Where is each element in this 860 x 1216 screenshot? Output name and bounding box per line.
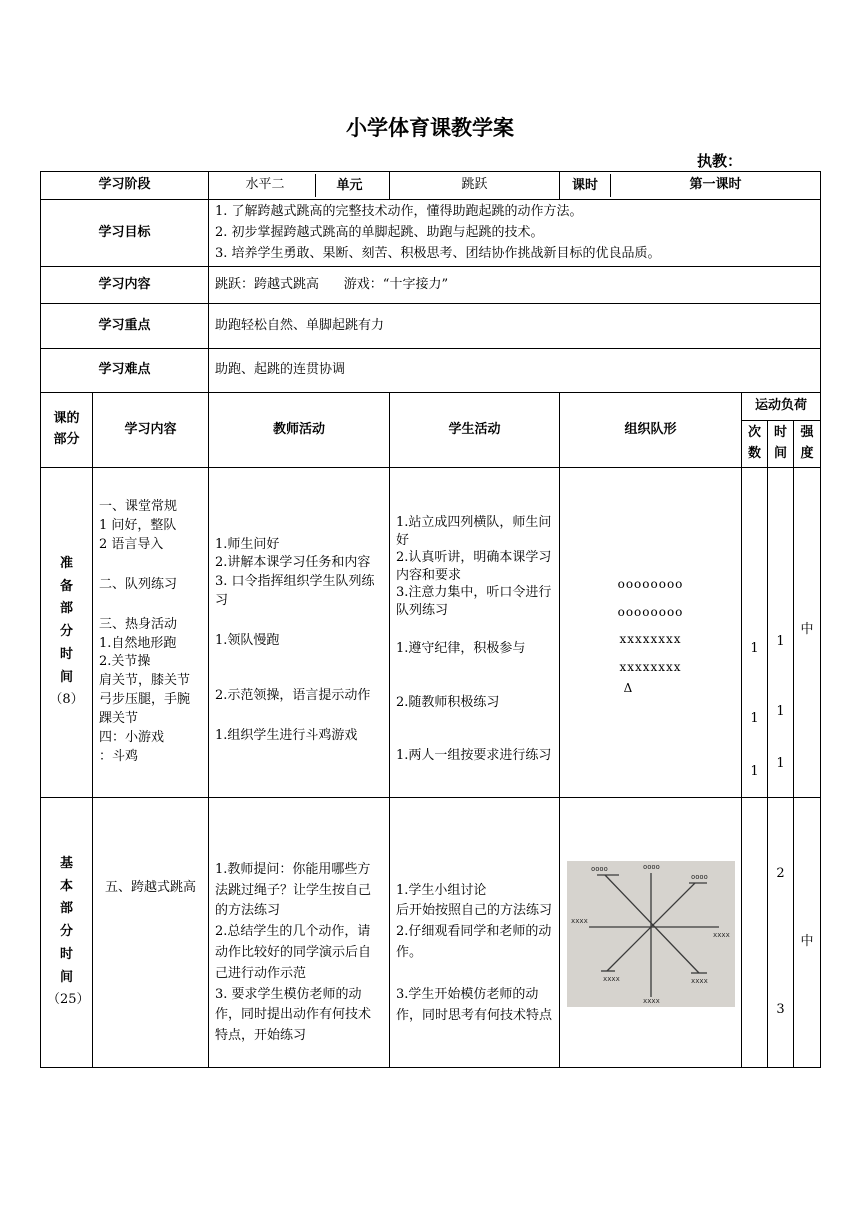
prep-teacher-line: 1.领队慢跑 — [215, 632, 280, 648]
prep-teacher-line: 1.师生问好 — [215, 536, 280, 552]
objectives-row — [41, 200, 821, 267]
count-header-line: 次 — [748, 425, 762, 441]
prep-student-line: 1.遵守纪律，积极参与 — [396, 641, 526, 657]
prep-time: 1 — [776, 704, 785, 720]
time-header — [768, 421, 794, 468]
prep-teacher-line: 3. 口令指挥组织学生队列练习 — [215, 574, 375, 609]
formation-diagram-photo — [567, 861, 735, 1007]
prep-content-line: 四：小游戏 — [99, 729, 165, 745]
basic-intensity — [794, 797, 821, 1067]
load-header: 运动负荷 — [742, 393, 821, 421]
teacher-header: 教师活动 — [209, 393, 390, 468]
prep-teacher-line: 1.组织学生进行斗鸡游戏 — [215, 727, 358, 743]
unit-label: 单元 — [315, 174, 383, 197]
formation-row: oooooooo — [617, 577, 684, 592]
basic-formation — [560, 797, 742, 1067]
basic-row — [41, 797, 821, 1067]
prep-student-line: 3.注意力集中，听口令进行队列练习 — [396, 585, 552, 618]
prep-part-char: 准 — [59, 555, 73, 571]
basic-teacher — [209, 797, 390, 1067]
prep-content — [93, 467, 209, 797]
diagram-label: xxxx — [570, 917, 588, 926]
stage-label: 学习阶段 — [41, 172, 209, 200]
prep-formation — [560, 467, 742, 797]
intensity-header — [794, 421, 821, 468]
formation-row: oooooooo — [617, 604, 684, 619]
prep-times — [768, 467, 794, 797]
basic-counts — [742, 797, 768, 1067]
basic-part-char: 部 — [59, 901, 73, 917]
prep-content-line: 1 问好，整队 — [99, 518, 177, 534]
diagram-label: xxxx — [642, 997, 660, 1006]
formation-row: xxxxxxxx — [619, 632, 682, 647]
prep-content-line: 2.关节操 — [99, 654, 151, 670]
prep-part-char: 间 — [59, 669, 73, 685]
basic-teacher-line: 1.教师提问：你能用哪些方法跳过绳子？让学生按自己的方法练习 — [215, 861, 372, 919]
prep-count: 1 — [750, 641, 759, 657]
objectives-list — [209, 200, 821, 267]
period-value: 第一课时 — [689, 177, 742, 193]
prep-student-line: 2.随教师积极练习 — [396, 694, 500, 710]
objective-item: 1. 了解跨越式跳高的完整技术动作，懂得助跑起跳的动作方法。 — [215, 204, 583, 219]
key-points-value: 助跑轻松自然、单脚起跳有力 — [209, 304, 821, 349]
prep-content-line: 二、队列练习 — [99, 576, 178, 592]
diagram-label: oooo — [642, 863, 660, 872]
prep-student-line: 1.站立成四列横队，师生问好 — [396, 515, 552, 548]
content-label: 学习内容 — [41, 267, 209, 304]
objective-item: 2. 初步掌握跨越式跳高的单脚起跳、助跑与起跳的技术。 — [215, 224, 544, 240]
page-title: 小学体育课教学案 — [346, 116, 514, 140]
basic-student-line: 3.学生开始模仿老师的动作，同时思考有何技术特点 — [396, 986, 553, 1023]
diagram-label: xxxx — [690, 977, 708, 986]
difficulties-label: 学习难点 — [41, 349, 209, 393]
basic-part-char: 间 — [59, 969, 73, 985]
prep-content-line: 一、课堂常规 — [99, 499, 178, 515]
teacher-label: 执教： — [696, 152, 742, 170]
stage-value-text: 水平二 — [245, 177, 285, 193]
basic-time: 2 — [776, 866, 785, 882]
prep-intensity — [794, 467, 821, 797]
prep-counts — [742, 467, 768, 797]
basic-content: 五、跨越式跳高 — [93, 797, 209, 1067]
prep-teacher-line: 2.讲解本课学习任务和内容 — [215, 555, 371, 571]
content-row — [41, 267, 821, 304]
prep-count: 1 — [750, 764, 759, 780]
prep-part-char: 部 — [59, 601, 73, 617]
period-label: 课时 — [560, 174, 611, 197]
prep-content-line: 三、热身活动 — [99, 616, 178, 632]
formation-teacher-mark: Δ — [623, 680, 634, 695]
objectives-label: 学习目标 — [41, 200, 209, 267]
basic-part-char: 本 — [59, 878, 73, 894]
key-points-label: 学习重点 — [41, 304, 209, 349]
cross-relay-diagram — [567, 861, 735, 1007]
prep-part-char: 时 — [59, 646, 73, 662]
diagram-label: xxxx — [602, 975, 620, 984]
basic-part-time: （25） — [47, 992, 90, 1008]
basic-teacher-line: 3. 要求学生模仿老师的动作，同时提出动作有何技术特点，开始练习 — [215, 986, 372, 1044]
prep-row — [41, 467, 821, 797]
prep-content-line: 肩关节，膝关节弓步压腿，手腕踝关节 — [99, 673, 191, 727]
count-header — [742, 421, 768, 468]
prep-content-line: 1.自然地形跑 — [99, 635, 177, 651]
diagram-label: oooo — [590, 865, 608, 874]
basic-teacher-line: 2.总结学生的几个动作，请动作比较好的同学演示后自己进行动作示范 — [215, 924, 372, 981]
part-header-line: 课的 — [53, 411, 80, 427]
intensity-header-line: 度 — [800, 446, 814, 462]
lesson-plan-table — [40, 171, 821, 1068]
basic-student-line: 2.仔细观看同学和老师的动作。 — [396, 924, 552, 960]
prep-part-char: 备 — [59, 578, 73, 594]
objective-item: 3. 培养学生勇敢、果断、刻苦、积极思考、团结协作挑战新目标的优良品质。 — [215, 245, 661, 261]
time-header-line: 时 — [774, 425, 788, 441]
header-row — [41, 172, 821, 200]
difficulties-value: 助跑、起跳的连贯协调 — [209, 349, 821, 393]
difficulties-row — [41, 349, 821, 393]
prep-teacher-line: 2.示范领操，语言提示动作 — [215, 687, 371, 703]
prep-time: 1 — [776, 756, 785, 772]
content-value: 跳跃：跨越式跳高 游戏：“十字接力” — [209, 267, 821, 304]
basic-part-char: 基 — [59, 855, 73, 871]
prep-content-line: 2 语言导入 — [99, 537, 164, 553]
basic-times — [768, 797, 794, 1067]
diagram-label: oooo — [690, 873, 708, 882]
basic-time: 3 — [776, 1002, 785, 1018]
prep-student-line: 2.认真听讲，明确本课学习内容和要求 — [396, 550, 552, 583]
prep-student — [390, 467, 560, 797]
basic-student-line: 后开始按照自己的方法练习 — [396, 903, 553, 919]
prep-intensity-value: 中 — [800, 622, 814, 638]
time-header-line: 间 — [774, 446, 788, 462]
part-header-line: 部分 — [53, 432, 80, 448]
basic-part — [41, 797, 93, 1067]
count-header-line: 数 — [748, 446, 762, 462]
basic-intensity-value: 中 — [800, 934, 814, 950]
part-header — [41, 393, 93, 468]
basic-part-char: 分 — [59, 924, 73, 940]
prep-part — [41, 467, 93, 797]
period-cell — [560, 172, 821, 200]
column-header-row — [41, 393, 821, 421]
prep-time: 1 — [776, 634, 785, 650]
unit-value: 跳跃 — [390, 172, 560, 200]
basic-student — [390, 797, 560, 1067]
diagram-label: xxxx — [712, 931, 730, 940]
content-header: 学习内容 — [93, 393, 209, 468]
intensity-header-line: 强 — [800, 425, 814, 441]
key-points-row — [41, 304, 821, 349]
student-header: 学生活动 — [390, 393, 560, 468]
prep-student-line: 1.两人一组按要求进行练习 — [396, 748, 552, 764]
basic-part-char: 时 — [59, 946, 73, 962]
prep-count: 1 — [750, 711, 759, 727]
formation-header: 组织队形 — [560, 393, 742, 468]
prep-part-time: （8） — [49, 692, 84, 708]
prep-content-line: ：斗鸡 — [99, 748, 139, 764]
prep-teacher — [209, 467, 390, 797]
prep-part-char: 分 — [59, 624, 73, 640]
formation-row: xxxxxxxx — [619, 660, 682, 675]
stage-value — [209, 172, 390, 200]
basic-student-line: 1.学生小组讨论 — [396, 882, 487, 898]
